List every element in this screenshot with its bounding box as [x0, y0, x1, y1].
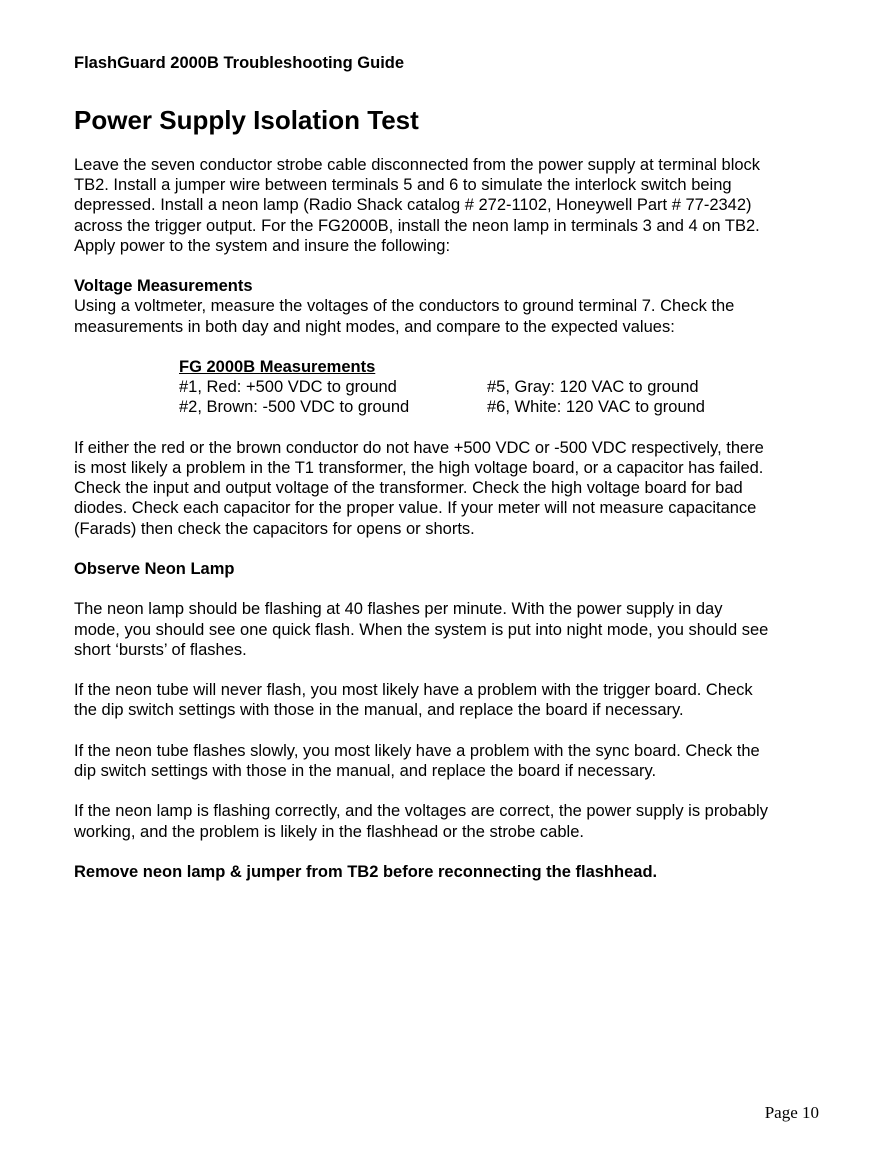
intro-line: Apply power to the system and insure the following:	[74, 236, 451, 255]
neon-heading-block	[74, 559, 824, 579]
neon-heading: Observe Neon Lamp	[74, 560, 235, 578]
neon-paragraph-1	[74, 599, 824, 660]
voltage-line: measurements in both day and night modes, and compare to the expected values:	[74, 317, 675, 336]
neon-line: working, and the problem is likely in the flashhead or the strobe cable.	[74, 822, 584, 841]
measurements-heading: FG 2000B Measurements	[179, 358, 376, 376]
voltage-section	[74, 276, 824, 337]
red-brown-paragraph	[74, 438, 824, 539]
warning-paragraph	[74, 862, 824, 882]
red-brown-line: is most likely a problem in the T1 transformer, the high voltage board, or a capacitor has failed.	[74, 459, 764, 477]
page-title: Power Supply Isolation Test	[74, 105, 419, 135]
intro-line: TB2. Install a jumper wire between terminals 5 and 6 to simulate the interlock switch being	[74, 176, 732, 195]
voltage-line: Using a voltmeter, measure the voltages of the conductors to ground terminal 7. Check the	[74, 297, 735, 316]
neon-line: The neon lamp should be flashing at 40 flashes per minute. With the power supply in day	[74, 600, 723, 619]
measurement-cell: #1, Red: +500 VDC to ground	[179, 378, 397, 397]
red-brown-line: diodes. Check each capacitor for the proper value. If your meter will not measure capacitance	[74, 499, 757, 518]
measurement-cell: #5, Gray: 120 VAC to ground	[487, 378, 699, 397]
intro-line: across the trigger output. For the FG2000B, install the neon lamp in terminals 3 and 4 on TB2.	[74, 216, 760, 235]
neon-line: dip switch settings with those in the manual, and replace the board if necessary.	[74, 761, 657, 780]
page-number: Page 10	[764, 1103, 819, 1122]
neon-paragraph-4	[74, 801, 824, 841]
measurement-row	[179, 377, 824, 397]
measurements-table	[179, 357, 824, 418]
measurement-cell: #6, White: 120 VAC to ground	[487, 398, 705, 417]
red-brown-line: If either the red or the brown conductor do not have +500 VDC or -500 VDC respectively, there	[74, 438, 764, 457]
red-brown-line: Check the input and output voltage of the transformer. Check the high voltage board for bad	[74, 479, 743, 498]
document-header: FlashGuard 2000B Troubleshooting Guide	[74, 54, 405, 72]
intro-paragraph	[74, 155, 824, 256]
neon-line: If the neon lamp is flashing correctly, and the voltages are correct, the power supply is probably	[74, 802, 768, 821]
neon-line: short ‘bursts’ of flashes.	[74, 640, 247, 659]
measurement-row	[179, 397, 824, 417]
neon-line: the dip switch settings with those in the manual, and replace the board if necessary.	[74, 701, 684, 720]
neon-paragraph-3	[74, 741, 824, 781]
intro-line: depressed. Install a neon lamp (Radio Shack catalog # 272-1102, Honeywell Part # 77-2342)	[74, 196, 752, 215]
intro-line: Leave the seven conductor strobe cable disconnected from the power supply at terminal block	[74, 156, 761, 174]
voltage-heading: Voltage Measurements	[74, 277, 253, 296]
red-brown-line: (Farads) then check the capacitors for opens or shorts.	[74, 519, 475, 538]
measurement-cell: #2, Brown: -500 VDC to ground	[179, 398, 410, 417]
warning-text: Remove neon lamp & jumper from TB2 before reconnecting the flashhead.	[74, 862, 658, 881]
neon-paragraph-2	[74, 680, 824, 720]
neon-line: mode, you should see one quick flash. When the system is put into night mode, you should see	[74, 620, 769, 639]
neon-line: If the neon tube flashes slowly, you most likely have a problem with the sync board. Check the	[74, 741, 760, 760]
neon-line: If the neon tube will never flash, you most likely have a problem with the trigger board. Check	[74, 681, 753, 700]
document-body	[74, 155, 824, 902]
